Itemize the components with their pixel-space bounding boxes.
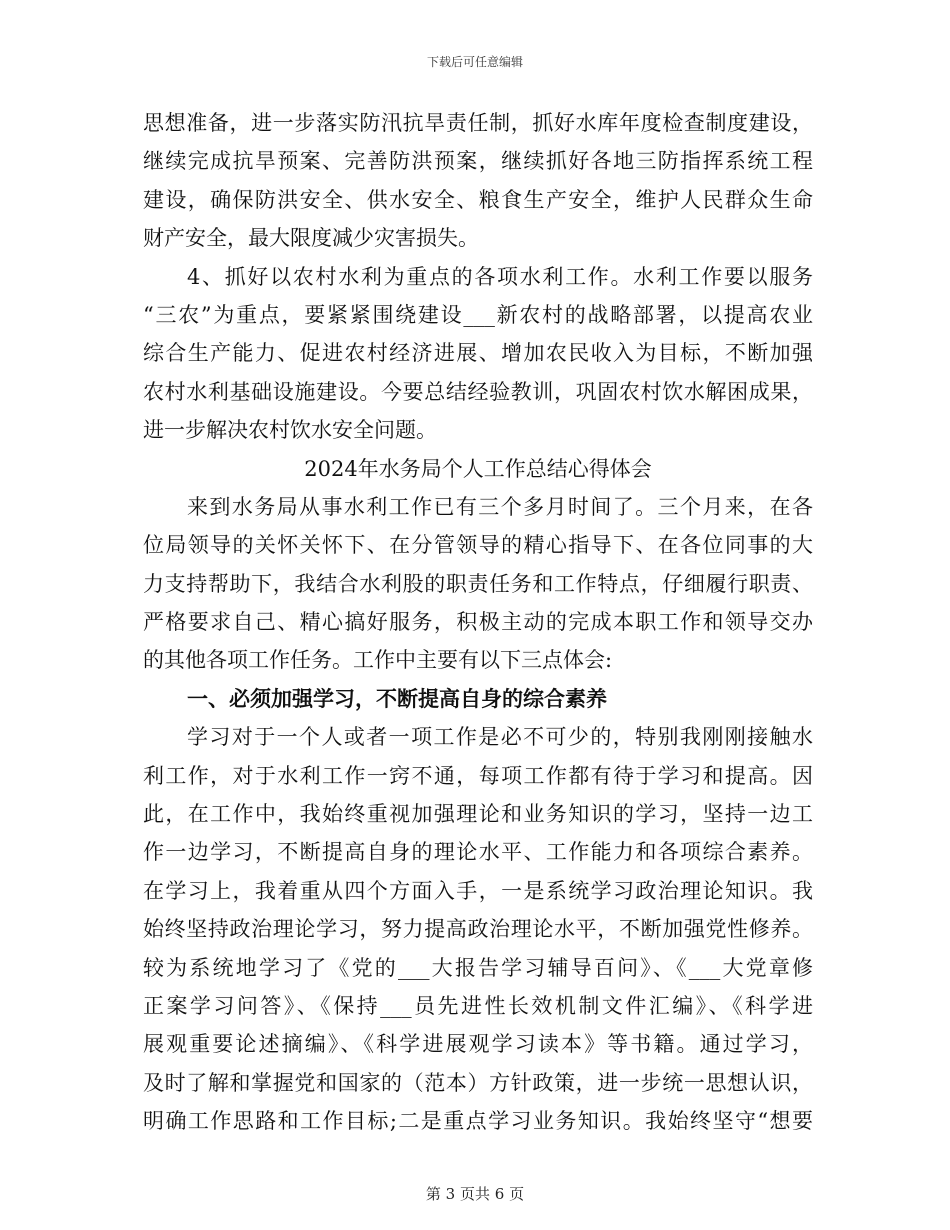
text-line: 利工作，对于水利工作一窍不通，每项工作都有待于学习和提高。因 bbox=[143, 763, 813, 788]
section-title: 2024年水务局个人工作总结心得体会 bbox=[304, 456, 652, 481]
text-line: 正案学习问答》、《保持___员先进性长效机制文件汇编》、《科学进 bbox=[143, 993, 813, 1018]
page-header: 下载后可任意编辑 bbox=[426, 55, 523, 69]
text-line: 始终坚持政治理论学习，努力提高政治理论水平，不断加强党性修养。 bbox=[143, 917, 813, 942]
text-line: “三农”为重点，要紧紧围绕建设___新农村的战略部署，以提高农业 bbox=[143, 302, 813, 327]
text-line: 作一边学习，不断提高自身的理论水平、工作能力和各项综合素养。 bbox=[143, 840, 813, 865]
section-heading: 一、必须加强学习，不断提高自身的综合素养 bbox=[187, 685, 607, 711]
text-line: 在学习上，我着重从四个方面入手，一是系统学习政治理论知识。我 bbox=[143, 878, 813, 903]
text-line: 明确工作思路和工作目标;二是重点学习业务知识。我始终坚守“想要 bbox=[143, 1109, 813, 1134]
text-line: 综合生产能力、促进农村经济进展、增加农民收入为目标，不断加强 bbox=[143, 341, 813, 366]
text-line: 力支持帮助下，我结合水利股的职责任务和工作特点，仔细履行职责、 bbox=[143, 571, 813, 596]
text-line: 学习对于一个人或者一项工作是必不可少的，特别我刚刚接触水 bbox=[187, 725, 813, 750]
text-line: 较为系统地学习了《党的___大报告学习辅导百问》、《___大党章修 bbox=[143, 955, 813, 980]
text-line: 此，在工作中，我始终重视加强理论和业务知识的学习，坚持一边工 bbox=[143, 802, 813, 827]
text-line: 继续完成抗旱预案、完善防洪预案，继续抓好各地三防指挥系统工程 bbox=[143, 149, 813, 174]
text-line: 严格要求自己、精心搞好服务，积极主动的完成本职工作和领导交办 bbox=[143, 610, 813, 635]
text-line: 展观重要论述摘编》、《科学进展观学习读本》等书籍。通过学习， bbox=[143, 1032, 813, 1057]
document-body bbox=[143, 104, 813, 1141]
text-line: 农村水利基础设施建设。今要总结经验教训，巩固农村饮水解困成果， bbox=[143, 379, 813, 404]
text-line: 4、抓好以农村水利为重点的各项水利工作。水利工作要以服务 bbox=[187, 264, 813, 289]
text-line: 建设，确保防洪安全、供水安全、粮食生产安全，维护人民群众生命 bbox=[143, 187, 813, 212]
text-line: 财产安全，最大限度减少灾害损失。 bbox=[143, 226, 479, 251]
text-line: 的其他各项工作任务。工作中主要有以下三点体会: bbox=[143, 648, 613, 673]
text-line: 位局领导的关怀关怀下、在分管领导的精心指导下、在各位同事的大 bbox=[143, 533, 813, 558]
text-line: 来到水务局从事水利工作已有三个多月时间了。三个月来，在各 bbox=[187, 494, 813, 519]
page-footer: 第 3 页共 6 页 bbox=[425, 1185, 525, 1203]
text-line: 思想准备，进一步落实防汛抗旱责任制，抓好水库年度检查制度建设， bbox=[143, 111, 813, 135]
text-line: 及时了解和掌握党和国家的（范本）方针政策，进一步统一思想认识， bbox=[143, 1070, 813, 1095]
text-line: 进一步解决农村饮水安全问题。 bbox=[143, 418, 437, 443]
